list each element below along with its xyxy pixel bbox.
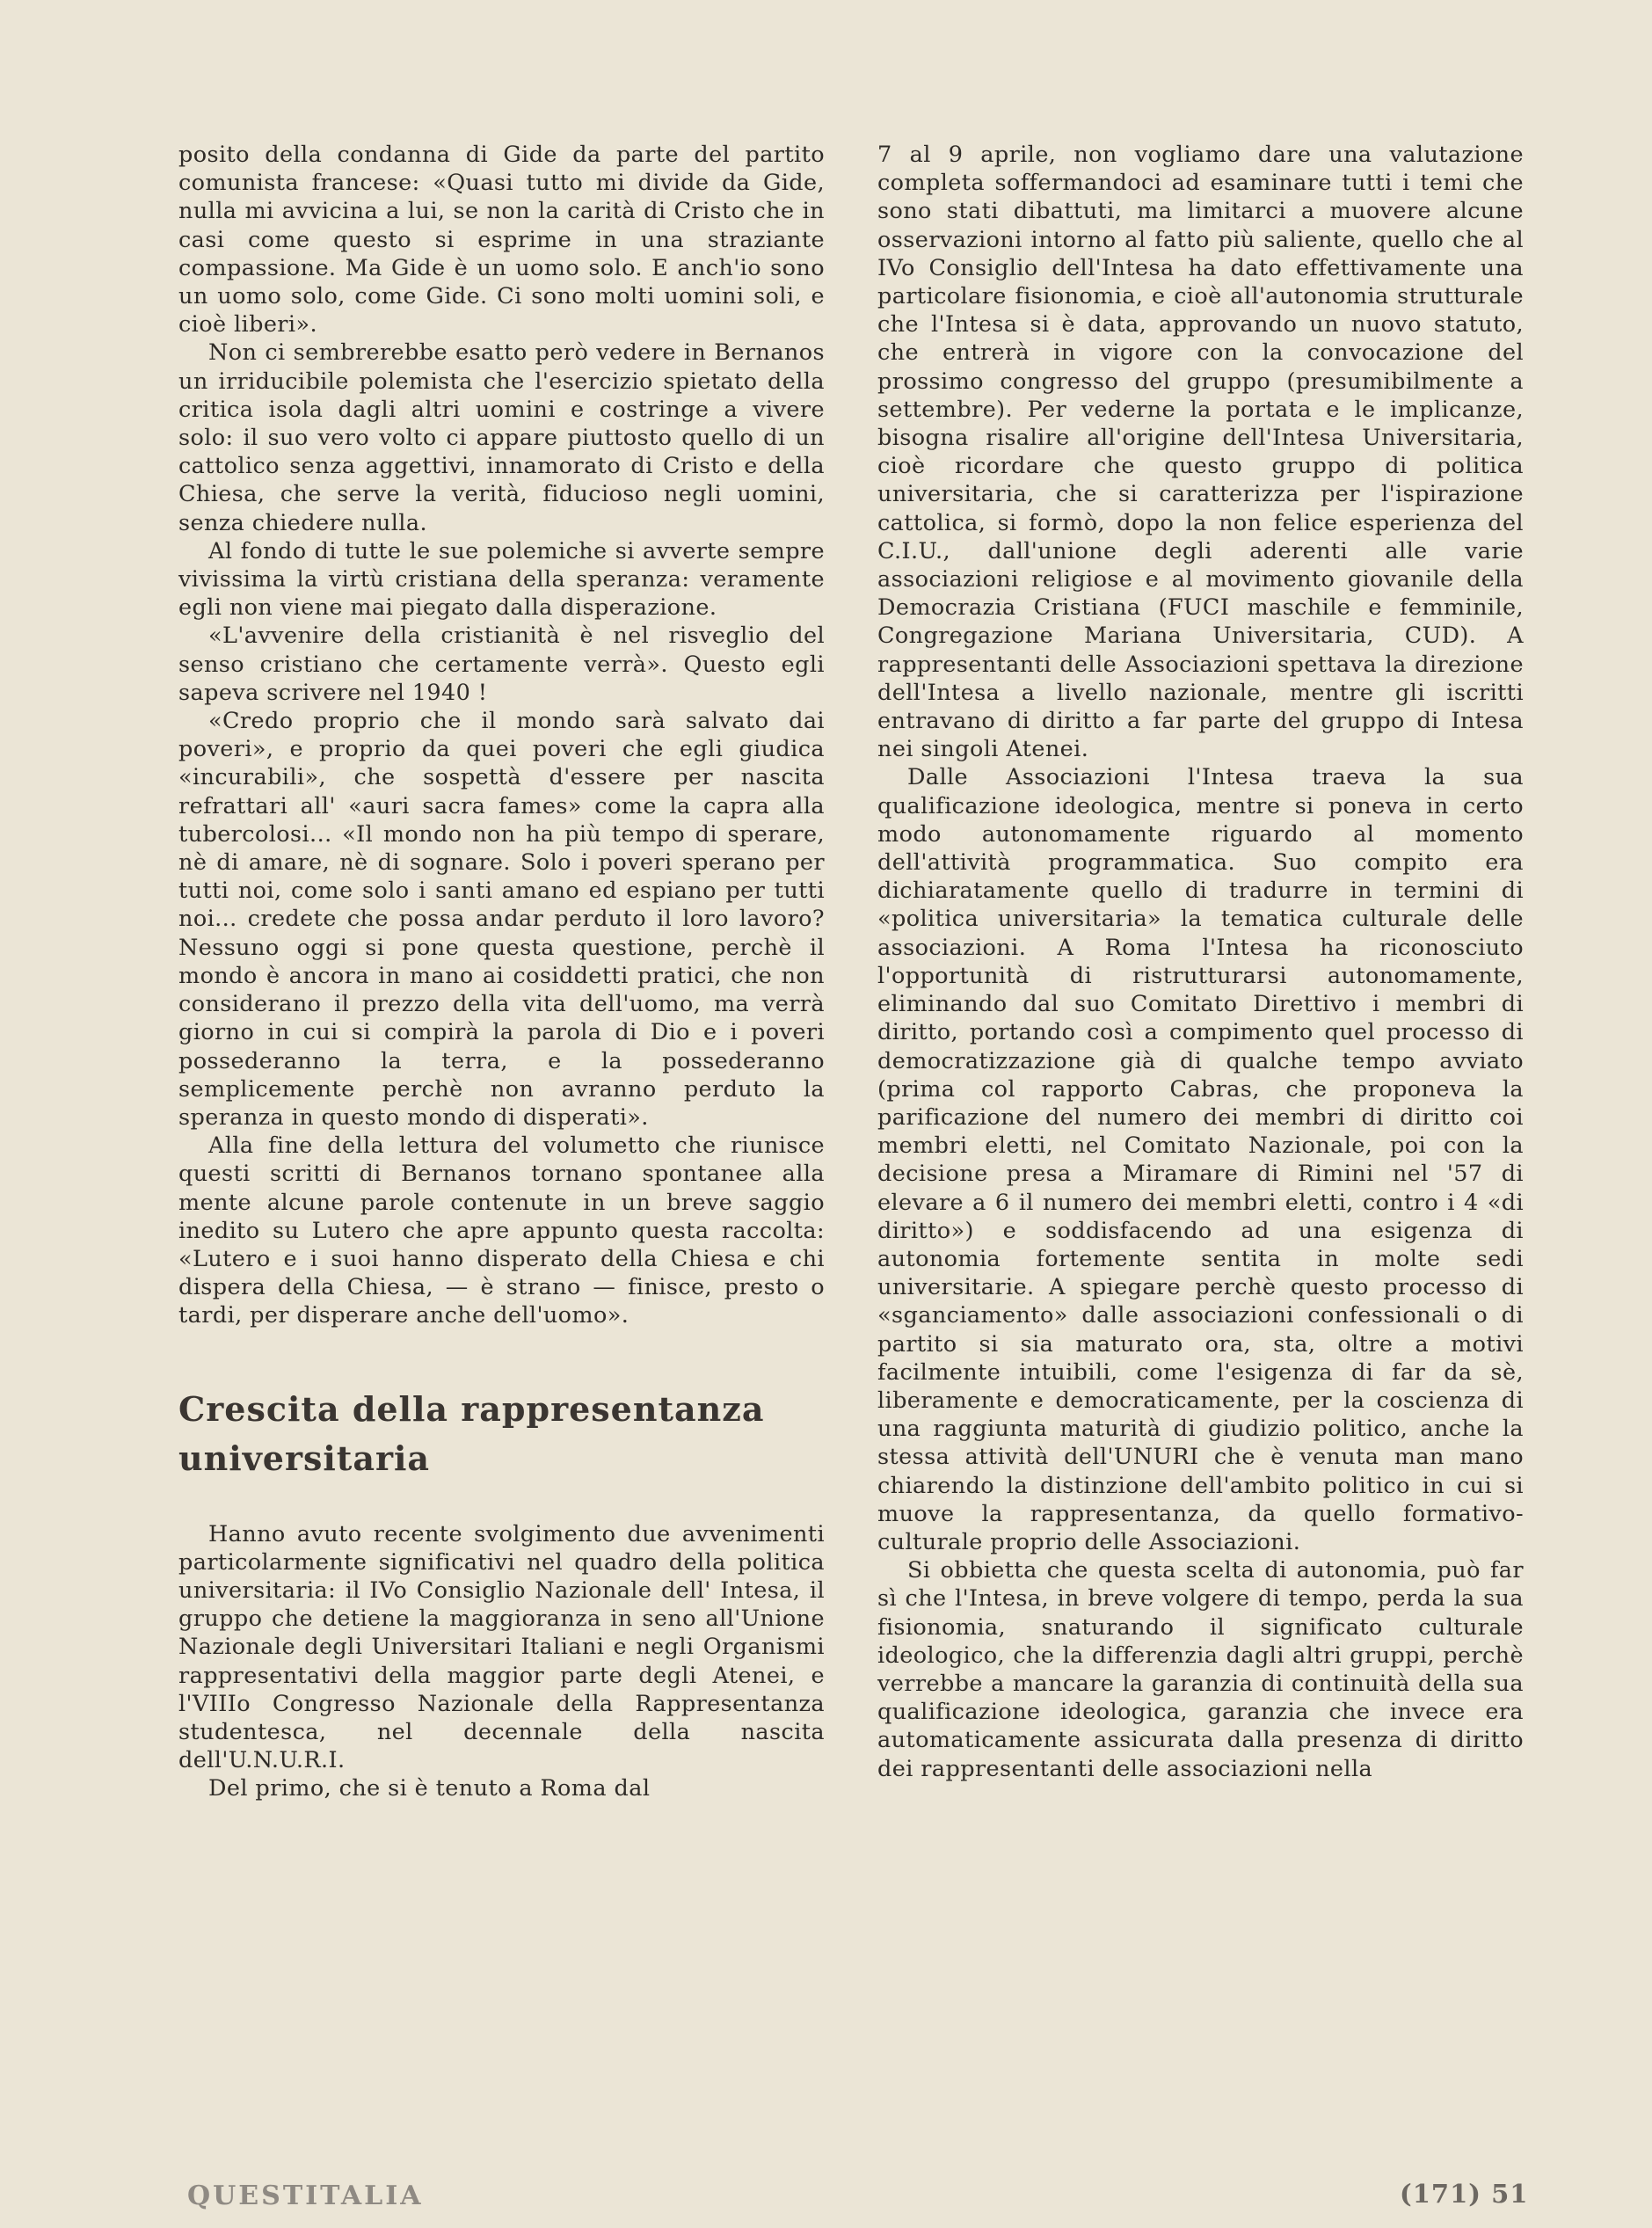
paragraph: posito della condanna di Gide da parte del partito comunista francese: «Quasi tutto mi divide da Gide, nulla mi avvicina a lui, se non la carità di Cristo che in casi come questo si esprime in una straziante compassione. Ma Gide è un uomo solo. E anch'io sono un uomo solo, come Gide. Ci sono molti uomini soli, e cioè liberi». [178, 142, 825, 339]
paragraph: Si obbietta che questa scelta di autonomia, può far sì che l'Intesa, in breve volgere di tempo, perda la sua fisionomia, snaturando il significato culturale ideologico, che la differenzia dagli altri gruppi, perchè verrebbe a mancare la garanzia di continuità della sua qualificazione ideologica, garanzia che invece era automaticamente assicurata dalla presenza di diritto dei rappresentanti delle associazioni nella [877, 1557, 1524, 1782]
paragraph: Alla fine della lettura del volumetto che riunisce questi scritti di Bernanos tornano spontanee alla mente alcune parole contenute in un breve saggio inedito su Lutero che apre appunto questa raccolta: «Lutero e i suoi hanno disperato della Chiesa e chi dispera della Chiesa, — è strano — finisce, presto o tardi, per disperare anche dell'uomo». [178, 1132, 825, 1329]
section-heading [178, 1385, 825, 1483]
paragraph: Del primo, che si è tenuto a Roma dal [208, 1775, 651, 1802]
paragraph: 7 al 9 aprile, non vogliamo dare una valutazione completa soffermandoci ad esaminare tutti i temi che sono stati dibattuti, ma limitarci a muovere alcune osservazioni intorno al fatto più saliente, quello che al IVo Consiglio dell'Intesa ha dato effettivamente una particolare fisionomia, e cioè all'autonomia strutturale che l'Intesa si è data, approvando un nuovo statuto, che entrerà in vigore con la convocazione del prossimo congresso del gruppo (presumibilmente a settembre). Per vederne la portata e le implicanze, bisogna risalire all'origine dell'Intesa Universitaria, cioè ricordare che questo gruppo di politica universitaria, che si caratterizza per l'ispirazione cattolica, si formò, dopo la non felice esperienza del C.I.U., dall'unione degli aderenti alle varie associazioni religiose e al movimento giovanile della Democrazia Cristiana (FUCI maschile e femminile, Congregazione Mariana Universitaria, CUD). A rappresentanti delle Associazioni spettava la direzione dell'Intesa a livello nazionale, mentre gli iscritti entravano di diritto a far parte del gruppo di Intesa nei singoli Atenei. [877, 142, 1524, 763]
section-heading-line-2: universitaria [178, 1438, 431, 1478]
journal-name: QUESTITALIA [187, 2181, 424, 2211]
left-column [178, 141, 825, 1803]
page-number: (171) 51 [1400, 2179, 1529, 2209]
paragraph: Non ci sembrerebbe esatto però vedere in Bernanos un irriducibile polemista che l'esercizio spietato della critica isola dagli altri uomini e costringe a vivere solo: il suo vero volto ci appare piuttosto quello di un cattolico senza aggettivi, innamorato di Cristo e della Chiesa, che serve la verità, fiducioso negli uomini, senza chiedere nulla. [178, 339, 825, 536]
paragraph: Hanno avuto recente svolgimento due avvenimenti particolarmente significativi nel quadro della politica universitaria: il IVo Consiglio Nazionale dell' Intesa, il gruppo che detiene la maggioranza in seno all'Unione Nazionale degli Universitari Italiani e negli Organismi rappresentativi della maggior parte degli Atenei, e l'VIIIo Congresso Nazionale della Rappresentanza studentesca, nel decennale della nascita dell'U.N.U.R.I. [178, 1520, 825, 1774]
paragraph: «Credo proprio che il mondo sarà salvato dai poveri», e proprio da quei poveri che egli giudica «incurabili», che sospettà d'essere per nascita refrattari all' «auri sacra fames» come la capra alla tubercolosi... «Il mondo non ha più tempo di sperare, nè di amare, nè di sognare. Solo i poveri sperano per tutti noi, come solo i santi amano ed espiano per tutti noi... credete che possa andar perduto il loro lavoro? Nessuno oggi si pone questa questione, perchè il mondo è ancora in mano ai cosiddetti pratici, che non considerano il prezzo della vita dell'uomo, ma verrà giorno in cui si compirà la parola di Dio e i poveri possederanno la terra, e la possederanno semplicemente perchè non avranno perduto la speranza in questo mondo di disperati». [178, 708, 825, 1131]
right-column [877, 141, 1524, 1783]
section-heading-line-1: Crescita della rappresentanza [178, 1388, 765, 1429]
paragraph: «L'avvenire della cristianità è nel risveglio del senso cristiano che certamente verrà». Questo egli sapeva scrivere nel 1940 ! [178, 623, 825, 706]
paragraph: Dalle Associazioni l'Intesa traeva la sua qualificazione ideologica, mentre si poneva in certo modo autonomamente riguardo al momento dell'attività programmatica. Suo compito era dichiaratamente quello di tradurre in termini di «politica universitaria» la tematica culturale delle associazioni. A Roma l'Intesa ha riconosciuto l'opportunità di ristrutturarsi autonomamente, eliminando dal suo Comitato Direttivo i membri di diritto, portando così a compimento quel processo di democratizzazione già di qualche tempo avviato (prima col rapporto Cabras, che proponeva la parificazione del numero dei membri di diritto coi membri eletti, nel Comitato Nazionale, poi con la decisione presa a Miramare di Rimini nel '57 di elevare a 6 il numero dei membri eletti, contro i 4 «di diritto») e soddisfacendo ad una esigenza di autonomia fortemente sentita in molte sedi universitarie. A spiegare perchè questo processo di «sganciamento» dalle associazioni confessionali o di partito si sia maturato ora, sta, oltre a motivi facilmente intuibili, come l'esigenza di far da sè, liberamente e democraticamente, per la coscienza di una raggiunta maturità di giudizio politico, anche la stessa attività dell'UNURI che è venuta man mano chiarendo la distinzione dell'ambito politico in cui si muove la rappresentanza, da quello formativo-culturale proprio delle Associazioni. [877, 764, 1524, 1555]
paragraph: Al fondo di tutte le sue polemiche si avverte sempre vivissima la virtù cristiana della speranza: veramente egli non viene mai piegato dalla disperazione. [178, 537, 825, 622]
